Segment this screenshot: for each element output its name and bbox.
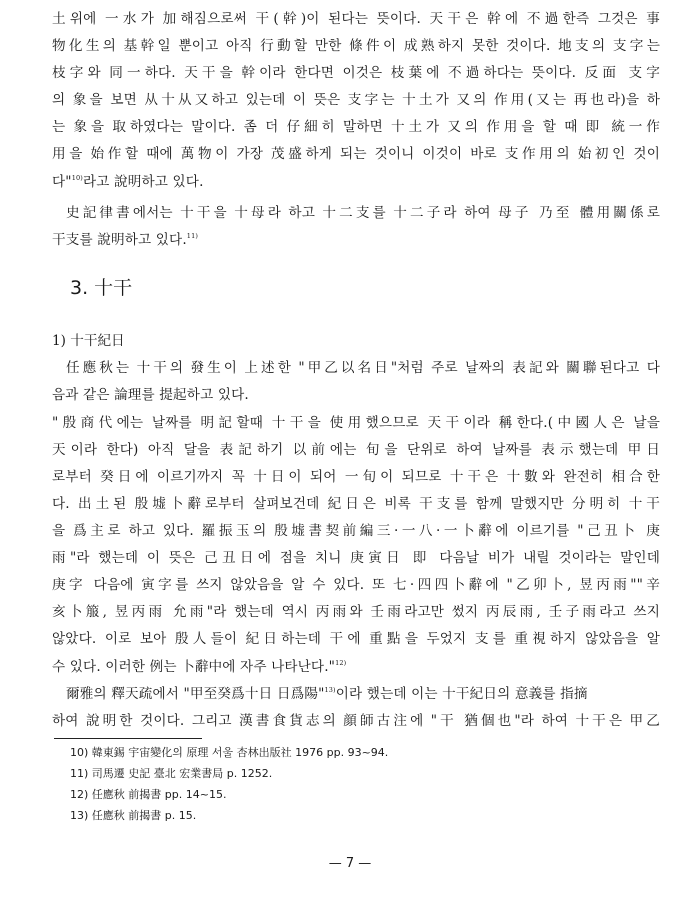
para1-line-4: 의 象을 보면 从十从又하고 있는데 이 뜻은 支字는 十土가 又의 作用(又는 再也라)을 하 xyxy=(52,92,660,108)
para1-line-5: 는 象을 取하였다는 말이다. 좀 더 仔細히 말하면 十土가 又의 作用을 할 때 即 統一作 xyxy=(52,119,660,135)
para2-line-2-text: 干支를 說明하고 있다. xyxy=(52,232,187,248)
para4-line-1 xyxy=(66,684,660,704)
quote-line-10 xyxy=(52,657,660,677)
footnote-10: 10) 韓東錫 宇宙變化의 原理 서울 杏林出版社 1976 pp. 93~94. xyxy=(70,746,389,759)
quote-line-2: 天이라 한다) 아직 달을 表記하기 以前에는 旬을 단위로 하여 날짜를 表示했는데 甲日 xyxy=(52,442,660,458)
para3-line-2: 음과 같은 論理를 提起하고 있다. xyxy=(52,387,249,403)
page-number: — 7 — xyxy=(328,856,372,871)
footnote-ref-12[interactable]: 12) xyxy=(335,659,347,667)
para1-line-6: 用을 始作할 때에 萬物이 가장 茂盛하게 되는 것이니 이것이 바로 支作用의 始初인 것이 xyxy=(52,146,660,162)
quote-line-5: 을 爲主로 하고 있다. 羅振玉의 殷墟書契前編三·一八·一卜辭에 이르기를 "己丑卜 庚 xyxy=(52,523,660,539)
para1-line-7 xyxy=(52,172,660,192)
footnote-13: 13) 任應秋 前揭書 p. 15. xyxy=(70,809,197,822)
footnote-ref-13[interactable]: 13) xyxy=(324,686,336,694)
para1-last-line: 다" xyxy=(52,174,72,190)
quote-last-line: 수 있다. 이러한 例는 卜辭中에 자주 나타난다." xyxy=(52,659,336,675)
footnote-separator xyxy=(54,738,202,739)
quote-line-1: "殷商代에는 날짜를 明記할때 十干을 使用했으므로 天干이라 稱한다.(中國人은 날을 xyxy=(52,415,660,431)
para2-line-2 xyxy=(52,230,660,250)
subsection-title: 1) 十干紀日 xyxy=(52,333,125,349)
para1-line-2: 物化生의 基幹일 뿐이고 아직 行動할 만한 條件이 成熟하지 못한 것이다. 地支의 支字는 xyxy=(52,38,660,54)
quote-line-7: 庚字 다음에 寅字를 쓰지 않았음을 알 수 있다. 또 七·四四卜辭에 "乙卯卜, 昱丙雨""辛 xyxy=(52,577,660,593)
quote-line-4: 다. 出土된 殷墟卜辭로부터 살펴보건데 紀日은 비록 干支를 함께 말했지만 分明히 十干 xyxy=(52,496,660,512)
para1-line-3: 枝字와 同一하다. 天干을 幹이라 한다면 이것은 枝葉에 不過하다는 뜻이다. 反面 支字 xyxy=(52,65,660,81)
para2-line-1: 史記律書에서는 十干을 十母라 하고 十二支를 十二子라 하여 母子 乃至 體用關係로 xyxy=(66,205,660,221)
para3-line-1: 任應秋는 十干의 發生이 上述한 "甲乙以名日"처럼 주로 날짜의 表記와 關聯된다고 다 xyxy=(66,360,660,376)
para4-line-1-a: 爾雅의 釋天疏에서 "甲至癸爲十日 日爲陽" xyxy=(66,686,325,702)
footnote-12: 12) 任應秋 前揭書 pp. 14~15. xyxy=(70,788,227,801)
quote-line-8: 亥卜箙, 昱丙雨 允雨"라 했는데 역시 丙雨와 壬雨라고만 썼지 丙辰雨, 壬子雨라고 쓰지 xyxy=(52,604,660,620)
quote-line-6: 雨"라 했는데 이 뜻은 己丑日에 점을 치니 庚寅日 即 다음날 비가 내릴 것이라는 말인데 xyxy=(52,550,660,566)
para1-last-line-rest: 라고 說明하고 있다. xyxy=(82,174,204,190)
para1-line-1: 土위에 一水가 加해짐으로써 干(幹)이 된다는 뜻이다. 天干은 幹에 不過한즉 그것은 事 xyxy=(52,11,660,27)
quote-line-9: 않았다. 이로 보아 殷人들이 紀日하는데 干에 重點을 두었지 支를 重視하지 않았음을 알 xyxy=(52,631,660,647)
footnote-ref-10[interactable]: 10) xyxy=(71,174,83,182)
para4-line-2: 하여 說明한 것이다. 그리고 漢書食貨志의 顔師古注에 "干 猶個也"라 하여 十干은 甲乙 xyxy=(52,713,660,729)
quote-line-3: 로부터 癸日에 이르기까지 꼭 十日이 되어 一旬이 되므로 十干은 十數와 완전히 相合한 xyxy=(52,469,660,485)
section-heading: 3. 十干 xyxy=(70,277,133,299)
para4-line-1-b: 이라 했는데 이는 十干紀日의 意義를 指摘 xyxy=(335,686,588,702)
footnote-11: 11) 司馬遷 史記 臺北 宏業書局 p. 1252. xyxy=(70,767,273,780)
footnote-ref-11[interactable]: 11) xyxy=(186,232,199,240)
